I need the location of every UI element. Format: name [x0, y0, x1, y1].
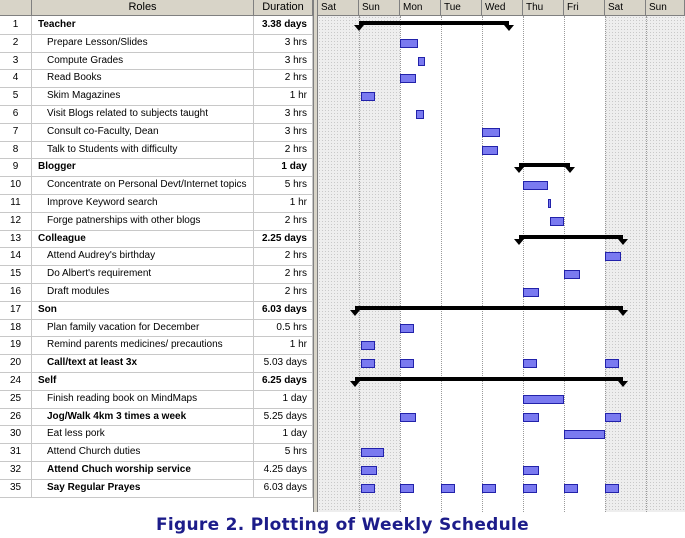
task-name: Eat less pork	[32, 425, 254, 443]
task-id: 6	[0, 105, 32, 123]
task-row[interactable]	[0, 87, 313, 105]
task-bar[interactable]	[482, 146, 498, 155]
task-bar[interactable]	[605, 484, 619, 493]
task-name: Remind parents medicines/ precautions	[32, 336, 254, 354]
task-duration: 3 hrs	[254, 52, 313, 70]
task-id: 2	[0, 34, 32, 52]
task-duration: 1 day	[254, 425, 313, 443]
day-header-sun: Sun	[646, 0, 685, 16]
task-row[interactable]	[0, 372, 313, 390]
day-header-sat: Sat	[318, 0, 359, 16]
task-id: 14	[0, 247, 32, 265]
summary-bar[interactable]	[359, 21, 509, 25]
task-bar[interactable]	[523, 484, 537, 493]
task-bar[interactable]	[400, 74, 416, 83]
figure-caption: Figure 2. Plotting of Weekly Schedule	[156, 515, 529, 535]
task-id: 13	[0, 230, 32, 248]
task-duration: 2 hrs	[254, 283, 313, 301]
task-row[interactable]	[0, 123, 313, 141]
task-bar[interactable]	[416, 110, 423, 119]
day-header-sun: Sun	[359, 0, 400, 16]
task-duration: 1 day	[254, 390, 313, 408]
task-duration: 5 hrs	[254, 443, 313, 461]
task-bar[interactable]	[361, 92, 375, 101]
task-bar[interactable]	[361, 466, 377, 475]
task-name: Plan family vacation for December	[32, 319, 254, 337]
task-row[interactable]	[0, 69, 313, 87]
task-id: 3	[0, 52, 32, 70]
task-name: Attend Chuch worship service	[32, 461, 254, 479]
task-row[interactable]	[0, 443, 313, 461]
task-duration: 6.25 days	[254, 372, 313, 390]
task-id: 30	[0, 425, 32, 443]
summary-bar-cap	[350, 310, 360, 316]
task-id: 17	[0, 301, 32, 319]
task-row[interactable]	[0, 336, 313, 354]
summary-bar[interactable]	[355, 377, 624, 381]
day-gridline	[646, 16, 647, 512]
day-gridline	[605, 16, 606, 512]
task-name: Visit Blogs related to subjects taught	[32, 105, 254, 123]
day-header-tue: Tue	[441, 0, 482, 16]
task-duration: 3 hrs	[254, 34, 313, 52]
day-gridline	[482, 16, 483, 512]
task-name: Finish reading book on MindMaps	[32, 390, 254, 408]
task-name: Self	[32, 372, 254, 390]
task-row[interactable]	[0, 176, 313, 194]
task-bar[interactable]	[564, 430, 605, 439]
task-row[interactable]	[0, 52, 313, 70]
task-row[interactable]	[0, 230, 313, 248]
task-bar[interactable]	[605, 252, 621, 261]
summary-bar-cap	[354, 25, 364, 31]
task-duration: 5 hrs	[254, 176, 313, 194]
day-gridline	[523, 16, 524, 512]
task-name: Attend Church duties	[32, 443, 254, 461]
task-duration: 5.25 days	[254, 408, 313, 426]
summary-bar-cap	[514, 167, 524, 173]
task-id: 12	[0, 212, 32, 230]
task-id: 7	[0, 123, 32, 141]
task-duration: 1 hr	[254, 336, 313, 354]
task-id: 35	[0, 479, 32, 497]
task-name: Say Regular Prayes	[32, 479, 254, 497]
task-bar[interactable]	[400, 413, 416, 422]
task-duration: 2 hrs	[254, 265, 313, 283]
day-gridline	[400, 16, 401, 512]
task-name: Compute Grades	[32, 52, 254, 70]
gantt-chart	[318, 0, 685, 512]
task-bar[interactable]	[400, 359, 414, 368]
task-id: 19	[0, 336, 32, 354]
task-name: Concentrate on Personal Devt/Internet topics	[32, 176, 254, 194]
task-bar[interactable]	[361, 341, 375, 350]
task-row[interactable]	[0, 212, 313, 230]
task-duration: 1 hr	[254, 194, 313, 212]
task-row[interactable]	[0, 194, 313, 212]
day-header-fri: Fri	[564, 0, 605, 16]
task-duration: 1 hr	[254, 87, 313, 105]
task-id: 1	[0, 16, 32, 34]
task-name: Read Books	[32, 69, 254, 87]
task-id: 25	[0, 390, 32, 408]
task-id: 9	[0, 158, 32, 176]
task-row[interactable]	[0, 319, 313, 337]
task-bar[interactable]	[564, 484, 578, 493]
weekend-shading	[318, 16, 359, 512]
task-row[interactable]	[0, 479, 313, 497]
task-bar[interactable]	[523, 413, 539, 422]
task-row[interactable]	[0, 354, 313, 372]
task-bar[interactable]	[400, 324, 414, 333]
task-duration: 6.03 days	[254, 479, 313, 497]
task-id: 31	[0, 443, 32, 461]
summary-bar-cap	[504, 25, 514, 31]
row-divider	[0, 497, 313, 498]
task-duration: 2 hrs	[254, 69, 313, 87]
summary-bar-cap	[350, 381, 360, 387]
task-duration: 2 hrs	[254, 247, 313, 265]
summary-bar-cap	[565, 167, 575, 173]
task-duration: 0.5 hrs	[254, 319, 313, 337]
task-bar[interactable]	[523, 395, 564, 404]
task-duration: 1 day	[254, 158, 313, 176]
day-gridline	[441, 16, 442, 512]
task-name: Forge patnerships with other blogs	[32, 212, 254, 230]
task-duration: 2 hrs	[254, 212, 313, 230]
task-duration: 5.03 days	[254, 354, 313, 372]
summary-bar[interactable]	[355, 306, 624, 310]
summary-bar-cap	[618, 381, 628, 387]
summary-bar-cap	[618, 310, 628, 316]
task-row[interactable]	[0, 425, 313, 443]
task-id: 18	[0, 319, 32, 337]
task-id: 10	[0, 176, 32, 194]
task-bar[interactable]	[400, 484, 414, 493]
task-bar[interactable]	[605, 359, 619, 368]
task-bar[interactable]	[523, 288, 539, 297]
task-row[interactable]	[0, 301, 313, 319]
task-bar[interactable]	[548, 199, 551, 208]
day-header-mon: Mon	[400, 0, 441, 16]
day-header-thu: Thu	[523, 0, 564, 16]
task-name: Consult co-Faculty, Dean	[32, 123, 254, 141]
task-row[interactable]	[0, 408, 313, 426]
duration-column-header[interactable]: Duration	[254, 0, 313, 16]
task-row[interactable]	[0, 247, 313, 265]
task-row[interactable]	[0, 158, 313, 176]
task-row[interactable]	[0, 34, 313, 52]
task-row[interactable]	[0, 105, 313, 123]
task-duration: 2.25 days	[254, 230, 313, 248]
task-duration: 3 hrs	[254, 123, 313, 141]
task-id: 5	[0, 87, 32, 105]
day-header-wed: Wed	[482, 0, 523, 16]
task-bar[interactable]	[564, 270, 580, 279]
task-row[interactable]	[0, 16, 313, 34]
task-name: Teacher	[32, 16, 254, 34]
task-duration: 3 hrs	[254, 105, 313, 123]
task-duration: 2 hrs	[254, 141, 313, 159]
weekend-shading	[359, 16, 400, 512]
task-bar[interactable]	[523, 181, 548, 190]
task-id: 8	[0, 141, 32, 159]
task-name: Colleague	[32, 230, 254, 248]
summary-bar-cap	[618, 239, 628, 245]
task-name: Improve Keyword search	[32, 194, 254, 212]
task-bar[interactable]	[482, 484, 496, 493]
task-row[interactable]	[0, 390, 313, 408]
roles-column-header[interactable]: Roles	[32, 0, 254, 16]
task-name: Talk to Students with difficulty	[32, 141, 254, 159]
id-column-header[interactable]	[0, 0, 32, 16]
task-bar[interactable]	[550, 217, 564, 226]
day-header-sat: Sat	[605, 0, 646, 16]
task-name: Son	[32, 301, 254, 319]
task-bar[interactable]	[400, 39, 418, 48]
task-id: 20	[0, 354, 32, 372]
task-name: Call/text at least 3x	[32, 354, 254, 372]
summary-bar[interactable]	[519, 235, 624, 239]
task-name: Draft modules	[32, 283, 254, 301]
task-row[interactable]	[0, 283, 313, 301]
task-id: 4	[0, 69, 32, 87]
task-name: Prepare Lesson/Slides	[32, 34, 254, 52]
summary-bar[interactable]	[519, 163, 570, 167]
task-bar[interactable]	[418, 57, 424, 66]
task-row[interactable]	[0, 141, 313, 159]
task-bar[interactable]	[482, 128, 500, 137]
task-id: 24	[0, 372, 32, 390]
task-name: Blogger	[32, 158, 254, 176]
task-name: Attend Audrey's birthday	[32, 247, 254, 265]
task-row[interactable]	[0, 461, 313, 479]
task-bar[interactable]	[523, 466, 539, 475]
task-bar[interactable]	[361, 448, 384, 457]
task-duration: 3.38 days	[254, 16, 313, 34]
summary-bar-cap	[514, 239, 524, 245]
task-id: 16	[0, 283, 32, 301]
weekend-shading	[646, 16, 685, 512]
task-bar[interactable]	[441, 484, 455, 493]
task-duration: 4.25 days	[254, 461, 313, 479]
day-gridline	[359, 16, 360, 512]
task-bar[interactable]	[361, 484, 375, 493]
task-bar[interactable]	[605, 413, 621, 422]
weekend-shading	[605, 16, 646, 512]
task-name: Do Albert's requirement	[32, 265, 254, 283]
task-id: 26	[0, 408, 32, 426]
task-id: 11	[0, 194, 32, 212]
task-name: Skim Magazines	[32, 87, 254, 105]
task-id: 32	[0, 461, 32, 479]
task-name: Jog/Walk 4km 3 times a week	[32, 408, 254, 426]
task-bar[interactable]	[523, 359, 537, 368]
task-duration: 6.03 days	[254, 301, 313, 319]
task-id: 15	[0, 265, 32, 283]
task-row[interactable]	[0, 265, 313, 283]
task-bar[interactable]	[361, 359, 375, 368]
